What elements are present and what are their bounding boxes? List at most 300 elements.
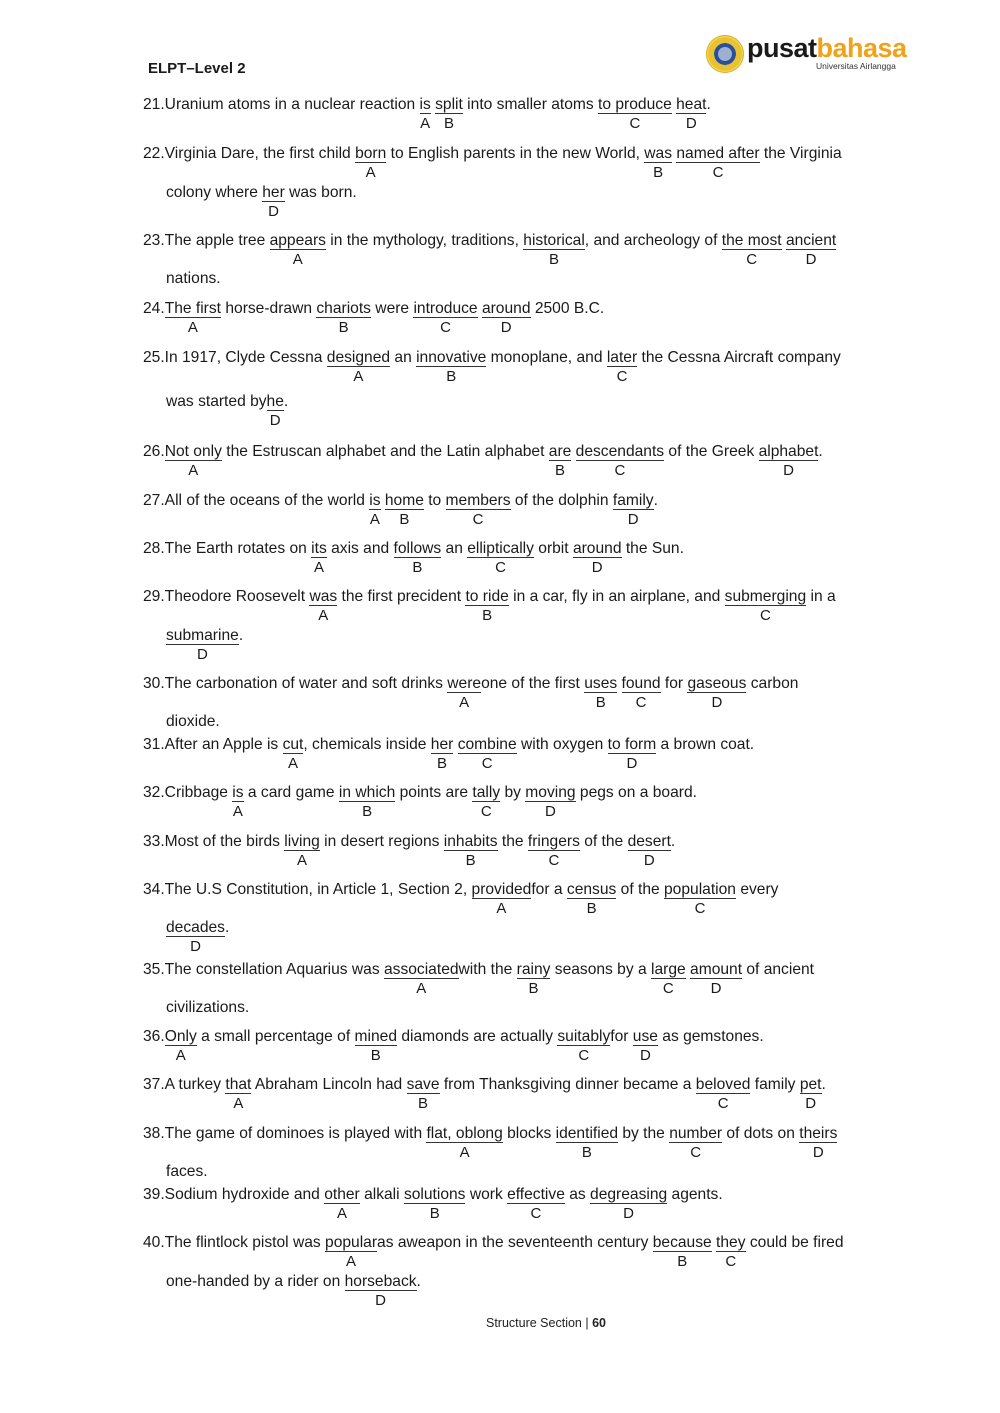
option-letter: A <box>318 607 329 624</box>
question-line <box>143 588 836 624</box>
underlined-option-a <box>324 1186 360 1222</box>
underlined-option-b <box>443 833 498 869</box>
question-line <box>166 184 357 220</box>
option-text: they <box>716 1234 746 1251</box>
sentence-text: horse-drawn <box>221 300 317 317</box>
option-text: were <box>447 675 482 692</box>
underlined-option-c <box>575 443 665 479</box>
option-letter: C <box>629 115 641 132</box>
underlined-option-d <box>799 1076 822 1112</box>
option-text: solutions <box>403 1186 466 1203</box>
sentence-text: monoplane, and <box>486 349 607 366</box>
option-letter: B <box>412 559 423 576</box>
underlined-option-d <box>590 1186 668 1222</box>
option-text: that <box>225 1076 252 1093</box>
option-text: because <box>652 1234 712 1251</box>
underlined-option-a <box>225 1076 252 1112</box>
option-letter: D <box>805 1095 817 1112</box>
option-text: living <box>284 833 320 850</box>
option-letter: D <box>545 803 556 820</box>
logo-subtitle: Universitas Airlangga <box>816 61 896 71</box>
option-letter: B <box>362 803 373 820</box>
underlined-option-a <box>164 443 222 479</box>
sentence-text: by the <box>618 1125 670 1142</box>
option-text: follows <box>393 540 442 557</box>
question-line <box>143 300 605 336</box>
option-text: named after <box>676 145 760 162</box>
sentence-text: 24. <box>143 300 165 317</box>
question-line <box>143 881 779 917</box>
question-line <box>143 961 815 997</box>
question-line <box>143 443 823 479</box>
option-letter: B <box>528 980 539 997</box>
sentence-text: 26. <box>143 443 165 460</box>
option-letter: D <box>805 251 817 268</box>
sentence-text: of the Greek <box>664 443 759 460</box>
option-text: amount <box>690 961 743 978</box>
option-letter: B <box>418 1095 429 1112</box>
option-letter: A <box>233 1095 244 1112</box>
option-text: is <box>419 96 431 113</box>
option-text: around <box>481 300 531 317</box>
underlined-option-d <box>266 393 284 429</box>
option-text: descendants <box>575 443 665 460</box>
option-text: desert <box>627 833 671 850</box>
question-line <box>143 1234 844 1270</box>
option-letter: C <box>614 462 626 479</box>
option-letter: D <box>190 938 201 955</box>
sentence-text: as aweapon in the seventeenth century <box>377 1234 653 1251</box>
option-letter: D <box>639 1047 651 1064</box>
sentence-text: . <box>224 919 230 936</box>
option-text: popular <box>325 1234 378 1251</box>
sentence-text: every <box>735 881 779 898</box>
underlined-option-c <box>716 1234 746 1270</box>
underlined-option-a <box>232 784 244 820</box>
option-text: her <box>430 736 454 753</box>
option-text: chariots <box>316 300 371 317</box>
option-text: inhabits <box>443 833 498 850</box>
underlined-option-b <box>384 492 424 528</box>
sentence-text: seasons by a <box>550 961 651 978</box>
option-text: split <box>435 96 463 113</box>
underlined-option-b <box>652 1234 712 1270</box>
question-line <box>143 540 684 576</box>
option-letter: A <box>287 755 298 772</box>
option-text: degreasing <box>590 1186 668 1203</box>
underlined-option-a <box>471 881 532 917</box>
option-text: he <box>266 393 284 410</box>
sentence-text: faces. <box>166 1163 208 1180</box>
option-text: alphabet <box>758 443 819 460</box>
option-text: appears <box>269 232 326 249</box>
option-text: are <box>548 443 572 460</box>
logo-word-pusat: pusat <box>747 33 817 63</box>
sentence-text: for <box>610 1028 633 1045</box>
sentence-text: by <box>500 784 526 801</box>
option-text: census <box>566 881 617 898</box>
sentence-text: civilizations. <box>166 999 250 1016</box>
option-letter: B <box>595 694 606 711</box>
footer-section: Structure Section <box>486 1316 582 1330</box>
option-text: identified <box>555 1125 619 1142</box>
option-text: family <box>612 492 654 509</box>
option-letter: C <box>480 803 492 820</box>
sentence-text: . <box>416 1273 421 1290</box>
sentence-text: 34.The U.S Constitution, in Article 1, Section 2, <box>143 881 472 898</box>
underlined-option-d <box>612 492 654 528</box>
option-letter: C <box>495 559 506 576</box>
question-line <box>143 1028 764 1064</box>
option-text: her <box>262 184 285 201</box>
underlined-option-c <box>721 232 782 268</box>
underlined-option-d <box>166 627 239 663</box>
underlined-option-b <box>393 540 442 576</box>
sentence-text: 36. <box>143 1028 165 1045</box>
underlined-option-d <box>166 919 225 955</box>
option-text: theirs <box>799 1125 838 1142</box>
sentence-text: an <box>390 349 417 366</box>
logo-word-bahasa: bahasa <box>816 33 907 63</box>
option-letter: B <box>677 1253 688 1270</box>
option-text: in which <box>338 784 396 801</box>
option-letter: A <box>232 803 243 820</box>
sentence-text: an <box>441 540 468 557</box>
sentence-text: 30.The carbonation of water and soft drinks <box>143 675 448 692</box>
option-text: beloved <box>695 1076 751 1093</box>
option-letter: A <box>420 115 431 132</box>
option-text: born <box>355 145 387 162</box>
sentence-text: colony where <box>166 184 263 201</box>
underlined-option-a <box>311 540 327 576</box>
option-letter: A <box>353 368 364 385</box>
underlined-option-a <box>355 145 387 181</box>
sentence-text: the Sun. <box>621 540 684 557</box>
option-text: The first <box>164 300 222 317</box>
option-letter: A <box>313 559 324 576</box>
sentence-text: Abraham Lincoln had <box>251 1076 407 1093</box>
option-letter: B <box>437 755 448 772</box>
option-letter: B <box>399 511 410 528</box>
option-text: ancient <box>785 232 837 249</box>
option-letter: B <box>443 115 454 132</box>
underlined-option-b <box>566 881 617 917</box>
underlined-option-c <box>651 961 686 997</box>
underlined-option-d <box>758 443 819 479</box>
sentence-text: with the <box>458 961 517 978</box>
option-letter: D <box>268 203 279 220</box>
sentence-text: in the mythology, traditions, <box>325 232 524 249</box>
question-line <box>143 1076 826 1112</box>
sentence-text: 23.The apple tree <box>143 232 270 249</box>
sentence-text: in a car, fly in an airplane, and <box>508 588 725 605</box>
option-letter: C <box>440 319 451 336</box>
option-letter: B <box>555 462 566 479</box>
option-text: members <box>445 492 511 509</box>
option-letter: B <box>482 607 493 624</box>
option-letter: B <box>429 1205 440 1222</box>
sentence-text: . <box>821 1076 826 1093</box>
option-letter: A <box>297 852 308 869</box>
underlined-option-d <box>690 961 743 997</box>
option-letter: D <box>626 755 638 772</box>
question-line <box>166 270 221 288</box>
option-letter: C <box>472 511 484 528</box>
question-line <box>143 96 711 132</box>
underlined-option-d <box>572 540 622 576</box>
option-text: heat <box>676 96 707 113</box>
sentence-text: into smaller atoms <box>462 96 599 113</box>
sentence-text: 32.Cribbage <box>143 784 233 801</box>
option-text: associated <box>383 961 459 978</box>
option-text: elliptically <box>467 540 534 557</box>
underlined-option-b <box>416 349 487 385</box>
underlined-option-a <box>269 232 326 268</box>
underlined-option-c <box>445 492 511 528</box>
logo-wordmark <box>747 32 907 64</box>
sentence-text: 40.The flintlock pistol was <box>143 1234 326 1251</box>
underlined-option-c <box>669 1125 723 1161</box>
sentence-text: . <box>670 833 676 850</box>
sentence-text: 27.All of the oceans of the world <box>143 492 370 509</box>
option-letter: A <box>459 694 470 711</box>
sentence-text: 39.Sodium hydroxide and <box>143 1186 325 1203</box>
option-letter: D <box>591 559 603 576</box>
option-text: was <box>644 145 673 162</box>
option-text: found <box>621 675 661 692</box>
option-letter: C <box>635 694 647 711</box>
option-letter: A <box>459 1144 470 1161</box>
question-line <box>143 675 799 711</box>
underlined-option-a <box>164 300 222 336</box>
sentence-text: pegs on a board. <box>575 784 697 801</box>
option-letter: A <box>369 511 380 528</box>
underlined-option-b <box>548 443 572 479</box>
footer-separator: | <box>585 1316 589 1330</box>
underlined-option-b <box>338 784 396 820</box>
option-text: mined <box>354 1028 398 1045</box>
sentence-text: in desert regions <box>319 833 444 850</box>
option-letter: C <box>725 1253 737 1270</box>
question-line <box>143 349 841 385</box>
option-text: historical <box>523 232 585 249</box>
option-letter: A <box>346 1253 357 1270</box>
sentence-text: . <box>818 443 823 460</box>
sentence-text: . <box>653 492 658 509</box>
sentence-text: was started by <box>166 393 267 410</box>
sentence-text: agents. <box>667 1186 723 1203</box>
option-text: population <box>664 881 736 898</box>
sentence-text: 38.The game of dominoes is played with <box>143 1125 427 1142</box>
option-letter: C <box>548 852 560 869</box>
question-line <box>143 492 658 528</box>
option-text: save <box>406 1076 440 1093</box>
option-letter: B <box>586 900 597 917</box>
option-letter: A <box>416 980 427 997</box>
underlined-option-a <box>284 833 320 869</box>
option-letter: D <box>375 1292 386 1309</box>
underlined-option-d <box>785 232 837 268</box>
sentence-text: alkali <box>359 1186 404 1203</box>
underlined-option-b <box>516 961 551 997</box>
option-letter: A <box>292 251 303 268</box>
option-text: innovative <box>416 349 487 366</box>
page-footer <box>486 1316 606 1330</box>
option-text: rainy <box>516 961 551 978</box>
sentence-text: nations. <box>166 270 221 287</box>
pusat-bahasa-logo <box>706 34 906 78</box>
question-line <box>143 736 755 772</box>
option-text: provided <box>471 881 532 898</box>
question-line <box>143 232 837 268</box>
option-text: fringers <box>527 833 580 850</box>
sentence-text: 28.The Earth rotates on <box>143 540 312 557</box>
question-line <box>166 1163 208 1181</box>
sentence-text: a small percentage of <box>196 1028 355 1045</box>
university-emblem-icon <box>706 35 744 73</box>
option-text: horseback <box>344 1273 417 1290</box>
underlined-option-c <box>606 349 638 385</box>
underlined-option-a <box>426 1125 503 1161</box>
option-text: was <box>309 588 338 605</box>
option-letter: D <box>196 646 208 663</box>
underlined-option-b <box>430 736 454 772</box>
sentence-text: dioxide. <box>166 713 220 730</box>
option-text: its <box>311 540 327 557</box>
underlined-option-b <box>584 675 618 711</box>
option-letter: A <box>188 462 199 479</box>
option-letter: D <box>710 980 722 997</box>
underlined-option-b <box>403 1186 466 1222</box>
option-letter: D <box>643 852 655 869</box>
underlined-option-c <box>664 881 736 917</box>
underlined-option-c <box>507 1186 565 1222</box>
sentence-text: 33.Most of the birds <box>143 833 285 850</box>
sentence-text: to <box>423 492 446 509</box>
sentence-text: 21.Uranium atoms in a nuclear reaction <box>143 96 420 113</box>
sentence-text: as gemstones. <box>657 1028 764 1045</box>
option-text: submarine <box>166 627 239 644</box>
sentence-text: was born. <box>284 184 357 201</box>
question-line <box>143 1125 838 1161</box>
option-letter: D <box>623 1205 635 1222</box>
question-line <box>166 919 230 955</box>
question-line <box>166 1273 421 1309</box>
sentence-text: . <box>283 393 289 410</box>
option-text: around <box>572 540 622 557</box>
option-letter: A <box>365 164 376 181</box>
underlined-option-d <box>627 833 671 869</box>
option-letter: C <box>759 607 771 624</box>
underlined-option-c <box>527 833 580 869</box>
underlined-option-c <box>457 736 517 772</box>
underlined-option-b <box>555 1125 619 1161</box>
option-text: use <box>632 1028 658 1045</box>
option-letter: C <box>481 755 493 772</box>
option-text: gaseous <box>687 675 747 692</box>
sentence-text: 29.Theodore Roosevelt <box>143 588 310 605</box>
sentence-text: the <box>497 833 528 850</box>
sentence-text: work <box>465 1186 508 1203</box>
underlined-option-c <box>695 1076 751 1112</box>
sentence-text: one-handed by a rider on <box>166 1273 345 1290</box>
sentence-text: with oxygen <box>516 736 608 753</box>
option-text: designed <box>326 349 391 366</box>
option-letter: D <box>783 462 794 479</box>
option-text: large <box>651 961 686 978</box>
option-text: is <box>369 492 381 509</box>
underlined-option-b <box>644 145 673 181</box>
option-letter: B <box>446 368 457 385</box>
option-letter: C <box>690 1144 702 1161</box>
question-line <box>143 784 697 820</box>
underlined-option-d <box>344 1273 417 1309</box>
option-letter: B <box>338 319 349 336</box>
sentence-text: carbon <box>746 675 799 692</box>
underlined-option-d <box>481 300 531 336</box>
underlined-option-a <box>164 1028 197 1064</box>
page-number: 60 <box>592 1316 607 1330</box>
sentence-text: , and archeology of <box>584 232 722 249</box>
underlined-option-a <box>383 961 459 997</box>
option-text: tally <box>472 784 501 801</box>
option-letter: C <box>662 980 674 997</box>
option-text: later <box>606 349 638 366</box>
option-letter: C <box>616 368 628 385</box>
underlined-option-a <box>419 96 431 132</box>
underlined-option-c <box>724 588 807 624</box>
underlined-option-a <box>282 736 304 772</box>
option-letter: D <box>685 115 697 132</box>
underlined-option-b <box>435 96 463 132</box>
underlined-option-d <box>632 1028 658 1064</box>
underlined-option-d <box>676 96 707 132</box>
question-line <box>143 833 676 869</box>
option-text: to ride <box>465 588 509 605</box>
sentence-text: the first precident <box>337 588 466 605</box>
option-letter: D <box>269 412 281 429</box>
underlined-option-c <box>472 784 501 820</box>
underlined-option-d <box>799 1125 838 1161</box>
sentence-text: blocks <box>502 1125 556 1142</box>
sentence-text: of the <box>579 833 628 850</box>
sentence-text: the Cessna Aircraft company <box>637 349 841 366</box>
sentence-text: to English parents in the new World, <box>386 145 645 162</box>
sentence-text: 2500 B.C. <box>530 300 605 317</box>
underlined-option-c <box>598 96 672 132</box>
sentence-text: the Virginia <box>759 145 842 162</box>
question-line <box>166 627 244 663</box>
option-letter: D <box>711 694 723 711</box>
sentence-text: of ancient <box>742 961 815 978</box>
underlined-option-d <box>525 784 576 820</box>
sentence-text: 35.The constellation Aquarius was <box>143 961 384 978</box>
sentence-text: 31.After an Apple is <box>143 736 283 753</box>
underlined-option-a <box>369 492 381 528</box>
underlined-option-b <box>354 1028 398 1064</box>
option-text: other <box>324 1186 360 1203</box>
option-text: introduce <box>413 300 478 317</box>
underlined-option-d <box>607 736 657 772</box>
sentence-text: for a <box>531 881 567 898</box>
option-letter: D <box>812 1144 824 1161</box>
sentence-text: axis and <box>326 540 394 557</box>
underlined-option-c <box>413 300 478 336</box>
option-text: decades <box>166 919 225 936</box>
sentence-text: of dots on <box>722 1125 800 1142</box>
option-text: to produce <box>598 96 672 113</box>
sentence-text: points are <box>395 784 473 801</box>
